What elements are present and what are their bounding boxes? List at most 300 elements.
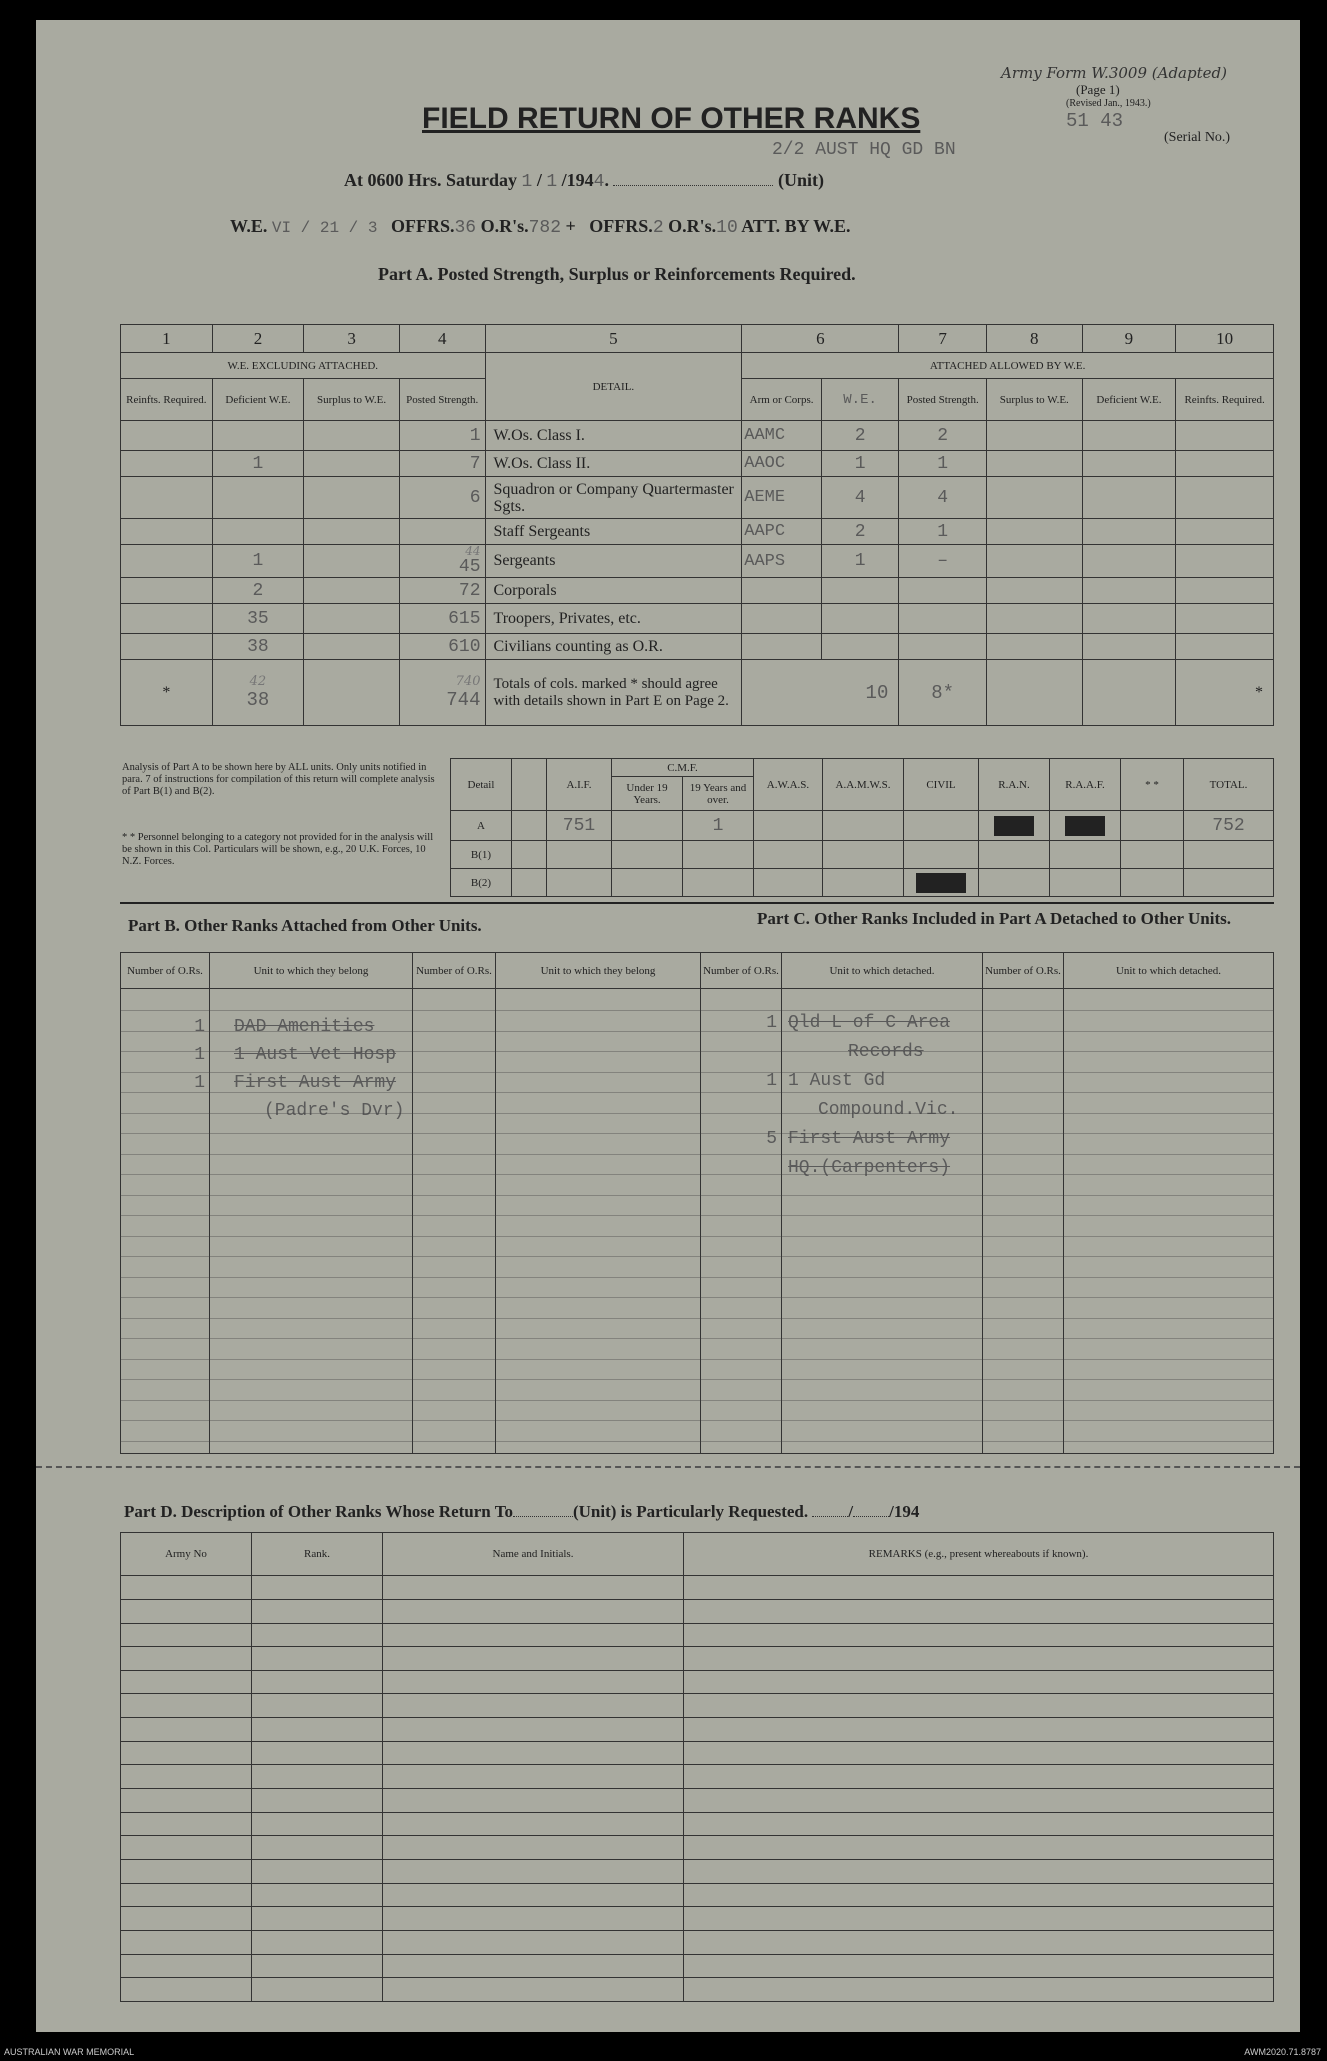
att-deficient-cell (1082, 477, 1176, 519)
part-d-cell (252, 1812, 383, 1836)
part-d-cell (383, 1907, 684, 1931)
we-cell (821, 604, 899, 634)
totals-deficient: 42 38 (212, 660, 304, 726)
surplus-header: Surplus to W.E. (304, 379, 400, 421)
part-d-cell (252, 1694, 383, 1718)
col-number: 8 (986, 325, 1082, 353)
part-d-cell (121, 1883, 252, 1907)
att-surplus-cell (986, 421, 1082, 451)
surplus-cell (304, 545, 400, 578)
serial-label: (Serial No.) (1164, 130, 1231, 145)
part-b-number-header-2: Number of O.Rs. (413, 953, 496, 989)
arm-corps-cell (742, 634, 822, 660)
part-d-cell (121, 1907, 252, 1931)
part-d-cell (684, 1623, 1274, 1647)
arm-corps-cell (742, 604, 822, 634)
col-number: 5 (485, 325, 742, 353)
att-reinf-cell (1176, 451, 1274, 477)
part-d-cell (383, 1860, 684, 1884)
att-surplus-cell (986, 604, 1082, 634)
analysis-table (450, 758, 1274, 897)
row-label: B(1) (451, 841, 512, 869)
att-posted-cell (899, 578, 987, 604)
page-title: FIELD RETURN OF OTHER RANKS (422, 102, 921, 135)
part-d-row (121, 1883, 1274, 1907)
surplus-cell (304, 604, 400, 634)
part-d-cell (121, 1860, 252, 1884)
total-header: TOTAL. (1184, 759, 1274, 811)
posted-value: 1 (469, 425, 481, 446)
part-d-cell (684, 1599, 1274, 1623)
col-number: 7 (899, 325, 987, 353)
part-d-cell (252, 1765, 383, 1789)
part-d-row (121, 1670, 1274, 1694)
column-number-row (121, 325, 1274, 353)
ruled-line (120, 1359, 1274, 1360)
page-label: (Page 1) (1076, 82, 1120, 97)
att-deficient-cell (1082, 519, 1176, 545)
col-number: 10 (1176, 325, 1274, 353)
name-header: Name and Initials. (383, 1533, 684, 1576)
arm-corps-header: Arm or Corps. (742, 379, 822, 421)
posted-cell (399, 545, 485, 578)
part-a-row (121, 634, 1274, 660)
part-d-cell (121, 1789, 252, 1813)
aamws-header: A.A.M.W.S. (823, 759, 904, 811)
arm-corps-cell: AEME (742, 477, 822, 519)
rank-header: Rank. (252, 1533, 383, 1576)
posted-value: 45 (458, 557, 481, 577)
part-b-unit-header: Unit to which they belong (210, 953, 413, 989)
row-label: B(2) (451, 869, 512, 897)
part-c-unit-header: Unit to which detached. (782, 953, 983, 989)
att-posted-cell: – (899, 545, 987, 578)
posted-cell (399, 634, 485, 660)
arm-corps-cell: AAPC (742, 519, 822, 545)
posted-cell (399, 421, 485, 451)
att-deficient-cell (1082, 545, 1176, 578)
part-d-row (121, 1765, 1274, 1789)
att-deficient-header: Deficient W.E. (1082, 379, 1176, 421)
deficient-cell (212, 421, 304, 451)
surplus-cell (304, 451, 400, 477)
part-d-cell (383, 1812, 684, 1836)
detail-cell: Civilians counting as O.R. (485, 634, 742, 660)
part-d-row (121, 1741, 1274, 1765)
part-d-cell (684, 1907, 1274, 1931)
civil-header: CIVIL (904, 759, 979, 811)
part-d-cell (383, 1670, 684, 1694)
posted-cell (399, 477, 485, 519)
part-d-cell (121, 1670, 252, 1694)
arm-corps-cell: AAOC (742, 451, 822, 477)
detail-cell: W.Os. Class I. (485, 421, 742, 451)
surplus-cell (304, 477, 400, 519)
deficient-header: Deficient W.E. (212, 379, 304, 421)
att-posted-cell (899, 604, 987, 634)
we-excluding-header: W.E. EXCLUDING ATTACHED. (121, 353, 486, 379)
part-d-cell (121, 1741, 252, 1765)
part-d-cell (121, 1765, 252, 1789)
part-c-units: Qld L of C Area Records 1 Aust Gd Compound.Vic. First Aust Army HQ.(Carpenters) (782, 989, 983, 1454)
att-deficient-cell (1082, 578, 1176, 604)
part-d-cell (684, 1812, 1274, 1836)
col-number: 6 (742, 325, 899, 353)
we-cell: 1 (821, 451, 899, 477)
part-a-row (121, 421, 1274, 451)
posted-cell (399, 451, 485, 477)
deficient-cell: 38 (212, 634, 304, 660)
part-c-title: Part C. Other Ranks Included in Part A Detached to Other Units. (757, 909, 1231, 928)
att-reinf-cell (1176, 578, 1274, 604)
att-deficient-cell (1082, 634, 1176, 660)
part-d-table (120, 1532, 1274, 2002)
part-b-unit-header-2: Unit to which they belong (496, 953, 701, 989)
att-surplus-cell (986, 477, 1082, 519)
att-deficient-cell (1082, 604, 1176, 634)
part-b-numbers: 1 1 1 (121, 989, 210, 1454)
detail-cell: Corporals (485, 578, 742, 604)
other-header: * * (1121, 759, 1184, 811)
aif-header: A.I.F. (547, 759, 612, 811)
part-d-cell (121, 1599, 252, 1623)
analysis-note: Analysis of Part A to be shown here by ALL units. Only units notified in para. 7 of instructions for compilation of this return will complete analysis of Part B(1) and B(2). (122, 762, 435, 797)
analysis-detail-header: Detail (451, 759, 512, 811)
part-a-row (121, 477, 1274, 519)
part-d-cell (121, 1812, 252, 1836)
part-d-cell (684, 1670, 1274, 1694)
posted-cell (399, 604, 485, 634)
we-cell: 4 (821, 477, 899, 519)
att-surplus-cell (986, 451, 1082, 477)
form-sheet (36, 20, 1300, 2032)
part-d-cell (121, 1978, 252, 2002)
part-d-cell (383, 1765, 684, 1789)
ruled-line (120, 1031, 1274, 1032)
we-cell: 1 (821, 545, 899, 578)
ruled-line (120, 1092, 1274, 1093)
part-c-numbers: 1 1 5 (701, 989, 782, 1454)
part-d-cell (383, 1883, 684, 1907)
ruled-line (120, 1113, 1274, 1114)
posted-value: 610 (448, 636, 481, 657)
deficient-cell: 1 (212, 451, 304, 477)
part-d-cell (252, 1931, 383, 1955)
part-d-cell (684, 1694, 1274, 1718)
deficient-cell: 1 (212, 545, 304, 578)
part-d-row (121, 1978, 1274, 2002)
we-cell (821, 634, 899, 660)
arm-corps-cell (742, 578, 822, 604)
col-number: 4 (399, 325, 485, 353)
posted-cell (399, 519, 485, 545)
att-deficient-cell (1082, 421, 1176, 451)
analysis-row-b1 (451, 841, 1274, 869)
part-d-row (121, 1623, 1274, 1647)
ruled-line (120, 1420, 1274, 1421)
part-d-cell (252, 1741, 383, 1765)
part-d-cell (121, 1576, 252, 1600)
army-no-header: Army No (121, 1533, 252, 1576)
part-d-row (121, 1576, 1274, 1600)
col-number: 3 (304, 325, 400, 353)
part-d-cell (684, 1647, 1274, 1671)
part-d-row (121, 1718, 1274, 1742)
over-19-header: 19 Years and over. (683, 777, 754, 811)
part-d-cell (684, 1954, 1274, 1978)
unit-typed: 2/2 AUST HQ GD BN (772, 140, 956, 160)
part-d-row (121, 1931, 1274, 1955)
at-line: At 0600 Hrs. Saturday 1 / 1 /1944. (Unit) (344, 170, 824, 192)
part-d-cell (252, 1789, 383, 1813)
posted-cell (399, 578, 485, 604)
reinf-cell (121, 634, 213, 660)
part-d-cell (121, 1694, 252, 1718)
a-aif: 751 (547, 811, 612, 841)
part-a-row (121, 578, 1274, 604)
part-d-cell (684, 1931, 1274, 1955)
ruled-line (120, 1318, 1274, 1319)
totals-surplus-att (986, 660, 1082, 726)
a-total: 752 (1184, 811, 1274, 841)
ran-header: R.A.N. (979, 759, 1050, 811)
att-surplus-cell (986, 545, 1082, 578)
att-reinf-cell (1176, 421, 1274, 451)
part-d-row (121, 1954, 1274, 1978)
redaction-mark (1065, 816, 1105, 836)
a-19-over: 1 (683, 811, 754, 841)
att-reinf-cell (1176, 519, 1274, 545)
we-header: W.E. (821, 379, 899, 421)
part-d-row (121, 1836, 1274, 1860)
ruled-line (120, 1154, 1274, 1155)
posted-handwritten: 44 (465, 544, 481, 558)
serial-typed: 51 43 (1066, 110, 1124, 132)
totals-surplus (304, 660, 400, 726)
att-reinfts-header: Reinfts. Required. (1176, 379, 1274, 421)
part-d-row (121, 1860, 1274, 1884)
part-b-number-header: Number of O.Rs. (121, 953, 210, 989)
detail-header: DETAIL. (485, 353, 742, 421)
we-cell: 2 (821, 519, 899, 545)
ruled-line (120, 1133, 1274, 1134)
ruled-line (120, 1297, 1274, 1298)
under-19-header: Under 19 Years. (612, 777, 683, 811)
att-surplus-cell (986, 634, 1082, 660)
deficient-cell (212, 519, 304, 545)
redaction-mark (994, 816, 1034, 836)
part-d-row (121, 1694, 1274, 1718)
arm-corps-cell: AAPS (742, 545, 822, 578)
surplus-cell (304, 519, 400, 545)
raaf-header: R.A.A.F. (1050, 759, 1121, 811)
awas-header: A.W.A.S. (754, 759, 823, 811)
part-d-row (121, 1599, 1274, 1623)
part-d-cell (684, 1765, 1274, 1789)
part-a-row (121, 545, 1274, 578)
part-d-cell (252, 1836, 383, 1860)
part-a-table (120, 324, 1274, 726)
col-number: 1 (121, 325, 213, 353)
reinf-cell (121, 477, 213, 519)
ruled-line (120, 1174, 1274, 1175)
part-d-cell (121, 1836, 252, 1860)
part-b-units: DAD Amenities 1 Aust Vet Hosp First Aust Army (Padre's Dvr) (210, 989, 413, 1454)
ruled-line (120, 1010, 1274, 1011)
part-d-cell (383, 1978, 684, 2002)
att-posted-header: Posted Strength. (899, 379, 987, 421)
part-d-cell (252, 1907, 383, 1931)
att-surplus-cell (986, 519, 1082, 545)
part-d-cell (383, 1789, 684, 1813)
part-d-cell (383, 1576, 684, 1600)
we-cell (821, 578, 899, 604)
reinf-cell (121, 545, 213, 578)
part-d-cell (121, 1954, 252, 1978)
att-posted-cell (899, 634, 987, 660)
att-posted-cell: 4 (899, 477, 987, 519)
part-d-cell (684, 1860, 1274, 1884)
reinf-cell (121, 451, 213, 477)
part-d-cell (383, 1954, 684, 1978)
part-d-cell (252, 1883, 383, 1907)
part-d-cell (252, 1718, 383, 1742)
totals-star-left: * (121, 660, 213, 726)
part-a-row (121, 519, 1274, 545)
col-number: 2 (212, 325, 304, 353)
form-number: Army Form W.3009 (Adapted) (1001, 64, 1227, 82)
part-d-cell (252, 1576, 383, 1600)
ruled-line (120, 1400, 1274, 1401)
ruled-line (120, 1379, 1274, 1380)
col-number: 9 (1082, 325, 1176, 353)
att-reinf-cell (1176, 545, 1274, 578)
part-d-row (121, 1907, 1274, 1931)
part-d-cell (121, 1623, 252, 1647)
part-d-row (121, 1789, 1274, 1813)
we-cell: 2 (821, 421, 899, 451)
cmf-header: C.M.F. (612, 759, 754, 777)
att-posted-cell: 1 (899, 451, 987, 477)
analysis-row-a (451, 811, 1274, 841)
part-d-cell (252, 1860, 383, 1884)
part-d-cell (684, 1836, 1274, 1860)
att-reinf-cell (1176, 604, 1274, 634)
part-d-cell (383, 1694, 684, 1718)
analysis-note-2: * * Personnel belonging to a category not provided for in the analysis will be shown in this Col. Particulars will be shown, e.g., 20 U.K. Forces, 10 N.Z. Forces. (122, 832, 434, 867)
part-a-title: Part A. Posted Strength, Surplus or Reinforcements Required. (378, 264, 856, 284)
part-c-unit-header-2: Unit to which detached. (1064, 953, 1274, 989)
part-d-cell (121, 1931, 252, 1955)
part-c-number-header: Number of O.Rs. (701, 953, 782, 989)
totals-detail: Totals of cols. marked * should agree with details shown in Part E on Page 2. (485, 660, 742, 726)
part-d-cell (383, 1647, 684, 1671)
part-d-title: Part D. Description of Other Ranks Whose Return To (Unit) is Particularly Requested. / /194 (124, 1502, 920, 1521)
posted-strength-header: Posted Strength. (399, 379, 485, 421)
ruled-line (120, 1236, 1274, 1237)
att-surplus-header: Surplus to W.E. (986, 379, 1082, 421)
arm-corps-cell: AAMC (742, 421, 822, 451)
part-d-cell (383, 1718, 684, 1742)
part-d-cell (252, 1647, 383, 1671)
att-posted-cell: 2 (899, 421, 987, 451)
totals-row (121, 660, 1274, 726)
ruled-line (120, 1215, 1274, 1216)
detail-cell: Sergeants (485, 545, 742, 578)
part-d-cell (684, 1883, 1274, 1907)
reinf-cell (121, 578, 213, 604)
redaction-mark (916, 873, 966, 893)
part-d-cell (252, 1599, 383, 1623)
reinf-cell (121, 519, 213, 545)
totals-posted: 740 744 (399, 660, 485, 726)
part-d-cell (252, 1623, 383, 1647)
part-d-cell (383, 1599, 684, 1623)
totals-we: 10 (742, 660, 899, 726)
posted-value: 72 (458, 580, 481, 601)
part-d-cell (121, 1647, 252, 1671)
totals-star-right: * (1176, 660, 1274, 726)
part-d-cell (684, 1978, 1274, 2002)
part-d-cell (252, 1978, 383, 2002)
ruled-line (120, 1441, 1274, 1442)
part-d-cell (684, 1741, 1274, 1765)
deficient-cell (212, 477, 304, 519)
part-b-title: Part B. Other Ranks Attached from Other Units. (128, 916, 482, 935)
att-reinf-cell (1176, 477, 1274, 519)
revised-label: (Revised Jan., 1943.) (1066, 98, 1151, 109)
part-d-cell (252, 1954, 383, 1978)
detail-cell: Troopers, Privates, etc. (485, 604, 742, 634)
ruled-line (120, 1195, 1274, 1196)
ruled-line (120, 1277, 1274, 1278)
reinf-cell (121, 604, 213, 634)
part-d-row (121, 1647, 1274, 1671)
remarks-header: REMARKS (e.g., present whereabouts if known). (684, 1533, 1274, 1576)
att-deficient-cell (1082, 451, 1176, 477)
footer-left: AUSTRALIAN WAR MEMORIAL (4, 2047, 135, 2057)
deficient-cell: 2 (212, 578, 304, 604)
we-line: W.E. VI / 21 / 3 OFFRS.36 O.R's.782 + OFFRS.2 O.R's.10 ATT. BY W.E. (230, 216, 851, 238)
reinfts-required-header: Reinfts. Required. (121, 379, 213, 421)
totals-deficient-att (1082, 660, 1176, 726)
detail-cell: Staff Sergeants (485, 519, 742, 545)
att-surplus-cell (986, 578, 1082, 604)
analysis-blank (512, 759, 547, 811)
posted-value: 7 (469, 453, 481, 474)
deficient-cell: 35 (212, 604, 304, 634)
surplus-cell (304, 578, 400, 604)
part-d-cell (383, 1931, 684, 1955)
ruled-line (120, 1338, 1274, 1339)
detail-cell: W.Os. Class II. (485, 451, 742, 477)
part-d-cell (684, 1576, 1274, 1600)
part-d-cell (383, 1623, 684, 1647)
surplus-cell (304, 421, 400, 451)
reinf-cell (121, 421, 213, 451)
totals-att-posted: 8* (899, 660, 987, 726)
row-label: A (451, 811, 512, 841)
analysis-row-b2 (451, 869, 1274, 897)
ruled-line (120, 1051, 1274, 1052)
part-a-row (121, 451, 1274, 477)
part-d-cell (383, 1836, 684, 1860)
surplus-cell (304, 634, 400, 660)
posted-value: 615 (448, 608, 481, 629)
part-d-cell (252, 1670, 383, 1694)
part-d-row (121, 1812, 1274, 1836)
part-c-number-header-2: Number of O.Rs. (983, 953, 1064, 989)
